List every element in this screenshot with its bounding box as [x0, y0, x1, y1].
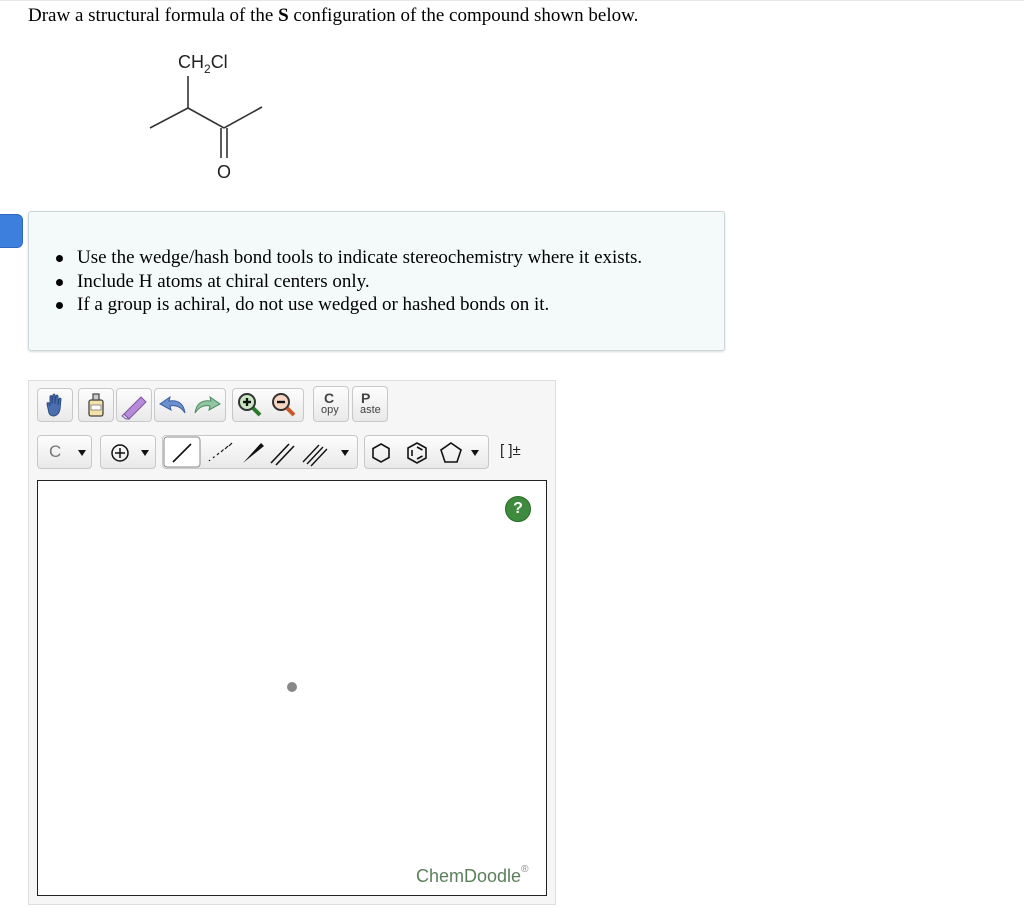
side-tab[interactable]	[0, 214, 23, 248]
eraser-icon	[117, 389, 151, 421]
question-emphasis: S	[278, 5, 289, 26]
bullet-icon	[56, 302, 63, 309]
bond-tools-group	[162, 435, 358, 469]
redo-icon[interactable]	[195, 397, 220, 413]
instruction-item: Use the wedge/hash bond tools to indicate stereochemistry where it exists.	[77, 246, 642, 270]
hashed-bond-icon[interactable]	[209, 443, 232, 461]
ring-tools-group	[364, 435, 489, 469]
zoom-in-icon[interactable]	[239, 394, 260, 415]
clear-button[interactable]	[78, 388, 114, 422]
add-charge-icon	[112, 445, 128, 461]
bullet-icon	[56, 279, 63, 286]
question-prompt	[28, 5, 638, 27]
question-text-after: configuration of the compound shown below.	[288, 5, 639, 26]
dropdown-arrow-icon	[471, 450, 479, 456]
instruction-item: Include H atoms at chiral centers only.	[77, 270, 642, 294]
double-bond-icon[interactable]	[271, 444, 294, 465]
instructions-panel	[28, 211, 725, 351]
instructions-list	[77, 246, 642, 317]
zoom-out-icon[interactable]	[273, 394, 294, 415]
canvas-center-marker	[287, 682, 297, 692]
charge-brackets-icon: [ ]±	[500, 442, 521, 459]
dropdown-arrow-icon	[38, 436, 91, 468]
copy-label-bottom: opy	[321, 404, 339, 416]
undo-icon[interactable]	[160, 397, 185, 413]
chemdoodle-logo: ChemDoodle®	[416, 864, 529, 886]
question-text-before: Draw a structural formula of the	[28, 5, 279, 26]
charge-brackets-button[interactable]	[492, 435, 532, 469]
copy-label-top: C	[324, 390, 335, 406]
wedge-bond-icon[interactable]	[243, 443, 264, 463]
carbonyl-oxygen-label: O	[217, 162, 232, 182]
paste-button[interactable]	[352, 386, 388, 422]
zoom-group	[232, 388, 304, 422]
triple-bond-icon[interactable]	[303, 445, 327, 466]
element-label: C	[49, 442, 62, 461]
paste-label-top: P	[361, 390, 371, 406]
instruction-item: If a group is achiral, do not use wedged or hashed bonds on it.	[77, 293, 642, 317]
undo-redo-group	[154, 388, 226, 422]
molecule-structure	[140, 44, 280, 194]
bullet-icon	[56, 255, 63, 262]
pan-button[interactable]	[37, 388, 73, 422]
hand-icon	[38, 389, 72, 421]
eraser-button[interactable]	[116, 388, 152, 422]
substituent-label: $CH_2Cl$	[178, 52, 228, 76]
cyclopentane-icon[interactable]	[441, 443, 461, 462]
benzene-icon[interactable]	[408, 443, 426, 463]
paste-label-bottom: aste	[360, 404, 381, 416]
bottle-icon	[79, 389, 113, 421]
cyclohexane-icon[interactable]	[373, 444, 389, 462]
charge-selector[interactable]	[100, 435, 156, 469]
element-selector[interactable]	[37, 435, 92, 469]
copy-button[interactable]	[313, 386, 349, 422]
help-button[interactable]: ?	[505, 496, 531, 522]
top-divider	[0, 0, 1024, 1]
dropdown-arrow-icon	[341, 450, 349, 456]
dropdown-arrow-icon	[141, 450, 149, 456]
